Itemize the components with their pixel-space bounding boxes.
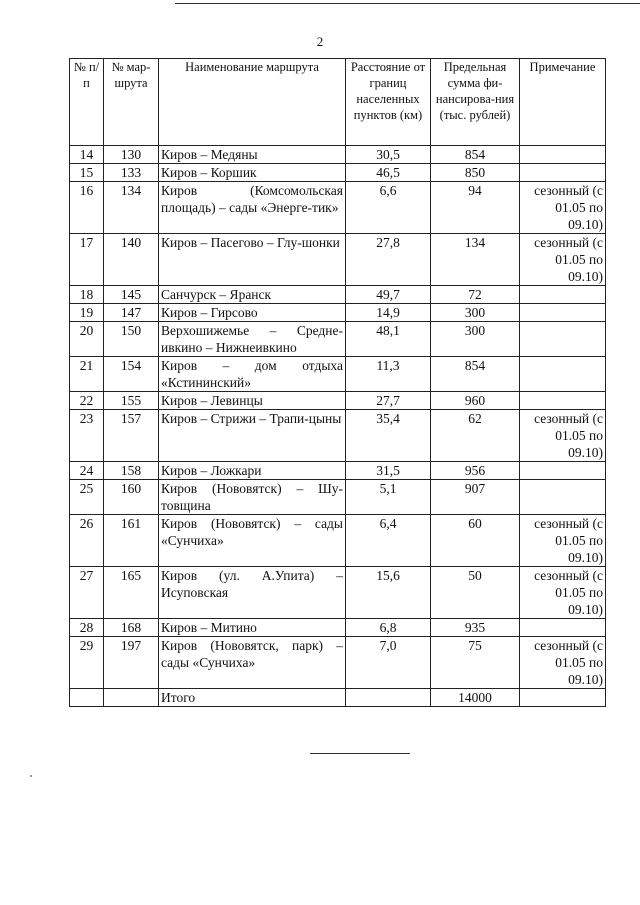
- cell-route-name: Киров – Медяны: [159, 146, 346, 164]
- cell-distance: 11,3: [346, 357, 431, 392]
- cell-row-number: 27: [70, 567, 104, 619]
- cell-route-name: Киров (Нововятск) – сады «Сунчиха»: [159, 515, 346, 567]
- cell-row-number: 20: [70, 322, 104, 357]
- header-max-sum: Предельная сумма фи-нансирова-ния (тыс. рублей): [431, 59, 520, 146]
- header-route-name: Наименование маршрута: [159, 59, 346, 146]
- cell-note: [520, 357, 606, 392]
- cell-distance: 27,8: [346, 234, 431, 286]
- cell-note: сезонный (с 01.05 по 09.10): [520, 410, 606, 462]
- cell-route-name: Киров (ул. А.Упита) – Исуповская: [159, 567, 346, 619]
- table-row: [70, 182, 606, 234]
- table-row: [70, 357, 606, 392]
- cell-distance: 6,4: [346, 515, 431, 567]
- cell-route-name: Киров – Ложкари: [159, 462, 346, 480]
- cell-distance: 30,5: [346, 146, 431, 164]
- cell-distance: 15,6: [346, 567, 431, 619]
- table-row: [70, 637, 606, 689]
- total-cell-empty: [520, 689, 606, 707]
- table-row: [70, 410, 606, 462]
- cell-route-number: 140: [104, 234, 159, 286]
- cell-route-number: 130: [104, 146, 159, 164]
- cell-row-number: 29: [70, 637, 104, 689]
- page-number: 2: [316, 34, 324, 49]
- table-row: [70, 392, 606, 410]
- cell-distance: 46,5: [346, 164, 431, 182]
- cell-note: [520, 462, 606, 480]
- cell-max-sum: 62: [431, 410, 520, 462]
- table-row: [70, 304, 606, 322]
- header-note: Примечание: [520, 59, 606, 146]
- cell-max-sum: 956: [431, 462, 520, 480]
- cell-row-number: 16: [70, 182, 104, 234]
- cell-route-number: 197: [104, 637, 159, 689]
- cell-distance: 6,6: [346, 182, 431, 234]
- cell-row-number: 17: [70, 234, 104, 286]
- cell-route-number: 150: [104, 322, 159, 357]
- cell-max-sum: 935: [431, 619, 520, 637]
- table-row: [70, 146, 606, 164]
- table-row: [70, 515, 606, 567]
- cell-row-number: 24: [70, 462, 104, 480]
- cell-distance: 6,8: [346, 619, 431, 637]
- cell-row-number: 26: [70, 515, 104, 567]
- cell-note: [520, 304, 606, 322]
- cell-max-sum: 960: [431, 392, 520, 410]
- cell-max-sum: 854: [431, 146, 520, 164]
- cell-route-number: 145: [104, 286, 159, 304]
- total-sum: 14000: [431, 689, 520, 707]
- cell-note: сезонный (с 01.05 по 09.10): [520, 637, 606, 689]
- cell-route-name: Киров – Стрижи – Трапи-цыны: [159, 410, 346, 462]
- table-row: [70, 462, 606, 480]
- cell-max-sum: 94: [431, 182, 520, 234]
- cell-row-number: 23: [70, 410, 104, 462]
- cell-note: [520, 480, 606, 515]
- table-row: [70, 567, 606, 619]
- cell-route-name: Киров (Комсомольская площадь) – сады «Энерге-тик»: [159, 182, 346, 234]
- table-row: [70, 164, 606, 182]
- scan-speck: [30, 775, 32, 777]
- cell-route-number: 158: [104, 462, 159, 480]
- cell-distance: 31,5: [346, 462, 431, 480]
- routes-table: [69, 58, 606, 707]
- cell-route-number: 154: [104, 357, 159, 392]
- cell-route-number: 161: [104, 515, 159, 567]
- cell-route-name: Киров – Гирсово: [159, 304, 346, 322]
- cell-row-number: 21: [70, 357, 104, 392]
- cell-note: сезонный (с 01.05 по 09.10): [520, 567, 606, 619]
- cell-route-name: Киров (Нововятск) – Шу-товщина: [159, 480, 346, 515]
- cell-row-number: 19: [70, 304, 104, 322]
- cell-distance: 7,0: [346, 637, 431, 689]
- cell-max-sum: 854: [431, 357, 520, 392]
- cell-note: [520, 164, 606, 182]
- cell-distance: 14,9: [346, 304, 431, 322]
- cell-route-number: 134: [104, 182, 159, 234]
- cell-route-number: 157: [104, 410, 159, 462]
- table-row: [70, 619, 606, 637]
- cell-distance: 49,7: [346, 286, 431, 304]
- cell-row-number: 22: [70, 392, 104, 410]
- table-row: [70, 480, 606, 515]
- cell-route-number: 147: [104, 304, 159, 322]
- cell-row-number: 25: [70, 480, 104, 515]
- top-rule: [175, 3, 640, 4]
- cell-note: сезонный (с 01.05 по 09.10): [520, 182, 606, 234]
- header-distance: Расстояние от границ населенных пунктов (км): [346, 59, 431, 146]
- total-cell-empty: [346, 689, 431, 707]
- cell-max-sum: 50: [431, 567, 520, 619]
- cell-note: [520, 286, 606, 304]
- header-row: [70, 59, 606, 146]
- cell-route-number: 160: [104, 480, 159, 515]
- cell-note: [520, 146, 606, 164]
- table-row: [70, 234, 606, 286]
- cell-max-sum: 850: [431, 164, 520, 182]
- cell-route-number: 165: [104, 567, 159, 619]
- cell-max-sum: 75: [431, 637, 520, 689]
- cell-distance: 5,1: [346, 480, 431, 515]
- cell-max-sum: 300: [431, 304, 520, 322]
- cell-note: сезонный (с 01.05 по 09.10): [520, 515, 606, 567]
- cell-route-number: 168: [104, 619, 159, 637]
- cell-note: [520, 322, 606, 357]
- cell-route-number: 133: [104, 164, 159, 182]
- cell-row-number: 14: [70, 146, 104, 164]
- cell-route-name: Киров – дом отдыха «Кстининский»: [159, 357, 346, 392]
- cell-distance: 27,7: [346, 392, 431, 410]
- header-route-number: № мар-шрута: [104, 59, 159, 146]
- cell-row-number: 28: [70, 619, 104, 637]
- cell-note: [520, 392, 606, 410]
- signature-rule: [310, 753, 410, 754]
- cell-row-number: 18: [70, 286, 104, 304]
- cell-route-name: Верхошижемье – Средне-ивкино – Нижнеивкино: [159, 322, 346, 357]
- cell-row-number: 15: [70, 164, 104, 182]
- cell-route-name: Санчурск – Яранск: [159, 286, 346, 304]
- cell-distance: 48,1: [346, 322, 431, 357]
- cell-route-number: 155: [104, 392, 159, 410]
- cell-route-name: Киров (Нововятск, парк) – сады «Сунчиха»: [159, 637, 346, 689]
- total-row: [70, 689, 606, 707]
- header-row-number: № п/п: [70, 59, 104, 146]
- table-row: [70, 322, 606, 357]
- cell-max-sum: 907: [431, 480, 520, 515]
- cell-route-name: Киров – Пасегово – Глу-шонки: [159, 234, 346, 286]
- cell-route-name: Киров – Коршик: [159, 164, 346, 182]
- cell-max-sum: 300: [431, 322, 520, 357]
- cell-max-sum: 134: [431, 234, 520, 286]
- table-row: [70, 286, 606, 304]
- cell-distance: 35,4: [346, 410, 431, 462]
- cell-route-name: Киров – Митино: [159, 619, 346, 637]
- cell-note: сезонный (с 01.05 по 09.10): [520, 234, 606, 286]
- total-label: Итого: [159, 689, 346, 707]
- total-cell-empty: [104, 689, 159, 707]
- cell-route-name: Киров – Левинцы: [159, 392, 346, 410]
- total-cell-empty: [70, 689, 104, 707]
- cell-max-sum: 72: [431, 286, 520, 304]
- cell-note: [520, 619, 606, 637]
- cell-max-sum: 60: [431, 515, 520, 567]
